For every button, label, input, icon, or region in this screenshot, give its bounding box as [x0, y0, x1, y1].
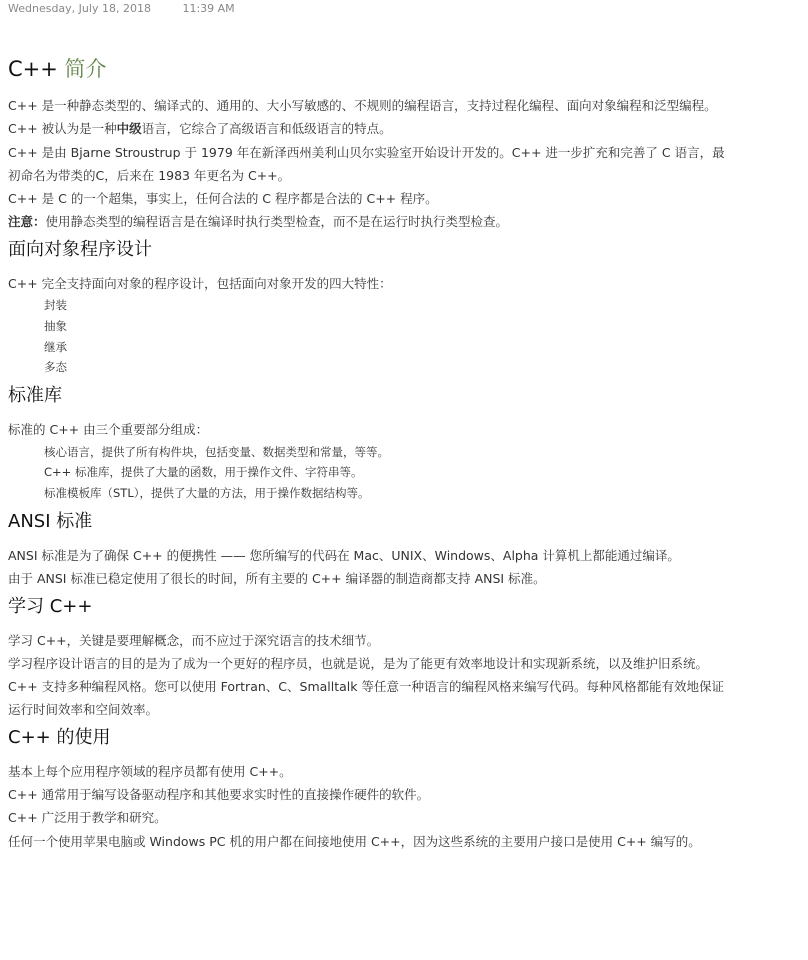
page-title	[8, 54, 728, 84]
note-metadata	[8, 2, 235, 15]
stdlib-section	[8, 382, 728, 504]
stdlib-heading: 标准库	[8, 385, 62, 407]
learn-heading: 学习 C++	[8, 595, 93, 617]
page-title-prefix: C++	[8, 57, 65, 81]
note-time: 11:39 AM	[182, 2, 235, 15]
intro-p2-after: 语言，它综合了高级语言和低级语言的特点。	[141, 121, 392, 137]
intro-p2-before: C++ 被认为是一种	[8, 121, 117, 137]
stdlib-list	[8, 442, 728, 504]
intro-section	[8, 94, 728, 234]
list-item: 标准模板库（STL），提供了大量的方法，用于操作数据结构等。	[44, 486, 370, 501]
ansi-heading: ANSI 标准	[8, 510, 93, 532]
list-item: 核心语言，提供了所有构件块，包括变量、数据类型和常量，等等。	[44, 444, 389, 459]
oop-section	[8, 236, 728, 378]
intro-p2-bold: 中级	[116, 121, 142, 137]
note-label: 注意：	[8, 214, 46, 230]
usage-paragraph-4: 任何一个使用苹果电脑或 Windows PC 机的用户都在间接地使用 C++，因为这些系统的主要用户接口是使用 C++ 编写的。	[8, 833, 701, 849]
learn-paragraph-3: C++ 支持多种编程风格。您可以使用 Fortran、C、Smalltalk 等任意一种语言的编程风格来编写代码。每种风格都能有效地保证运行时间效率和空间效率。	[8, 679, 724, 718]
ansi-paragraph-2: 由于 ANSI 标准已稳定使用了很长的时间，所有主要的 C++ 编译器的制造商都支持 ANSI 标准。	[8, 571, 546, 587]
usage-paragraph-1: 基本上每个应用程序领域的程序员都有使用 C++。	[8, 763, 292, 779]
note-text: 使用静态类型的编程语言是在编译时执行类型检查，而不是在运行时执行类型检查。	[45, 214, 509, 230]
stdlib-intro: 标准的 C++ 由三个重要部分组成：	[8, 422, 209, 438]
ansi-paragraph-1: ANSI 标准是为了确保 C++ 的便携性 —— 您所编写的代码在 Mac、UNIX、Windows、Alpha 计算机上都能通过编译。	[8, 547, 680, 563]
list-item: 抽象	[44, 318, 67, 333]
list-item: C++ 标准库，提供了大量的函数，用于操作文件、字符串等。	[44, 465, 363, 480]
intro-note	[8, 210, 728, 233]
oop-intro: C++ 完全支持面向对象的程序设计，包括面向对象开发的四大特性：	[8, 275, 392, 291]
list-item: 继承	[44, 339, 67, 354]
note-date: Wednesday, July 18, 2018	[8, 2, 151, 15]
learn-paragraph-1: 学习 C++，关键是要理解概念，而不应过于深究语言的技术细节。	[8, 632, 380, 648]
intro-paragraph-4: C++ 是 C 的一个超集，事实上，任何合法的 C 程序都是合法的 C++ 程序。	[8, 191, 438, 207]
usage-section	[8, 724, 728, 853]
intro-paragraph-2	[8, 117, 728, 140]
note-body[interactable]	[8, 54, 728, 853]
ansi-section	[8, 508, 728, 591]
intro-paragraph-1: C++ 是一种静态类型的、编译式的、通用的、大小写敏感的、不规则的编程语言，支持过程化编程、面向对象编程和泛型编程。	[8, 98, 717, 113]
usage-paragraph-3: C++ 广泛用于教学和研究。	[8, 810, 167, 826]
usage-heading: C++ 的使用	[8, 726, 111, 748]
list-item: 封装	[44, 298, 67, 313]
oop-heading: 面向对象程序设计	[8, 238, 152, 260]
learn-section	[8, 593, 728, 722]
page-title-accent: 简介	[64, 57, 107, 81]
oop-list	[8, 295, 728, 378]
learn-paragraph-2: 学习程序设计语言的目的是为了成为一个更好的程序员，也就是说，是为了能更有效率地设计和实现新系统，以及维护旧系统。	[8, 655, 709, 671]
intro-paragraph-3: C++ 是由 Bjarne Stroustrup 于 1979 年在新泽西州美利山贝尔实验室开始设计开发的。C++ 进一步扩充和完善了 C 语言，最初命名为带类的C，后来在 1983 年更名为 C++。	[8, 144, 725, 183]
usage-paragraph-2: C++ 通常用于编写设备驱动程序和其他要求实时性的直接操作硬件的软件。	[8, 787, 430, 803]
list-item: 多态	[44, 360, 67, 375]
